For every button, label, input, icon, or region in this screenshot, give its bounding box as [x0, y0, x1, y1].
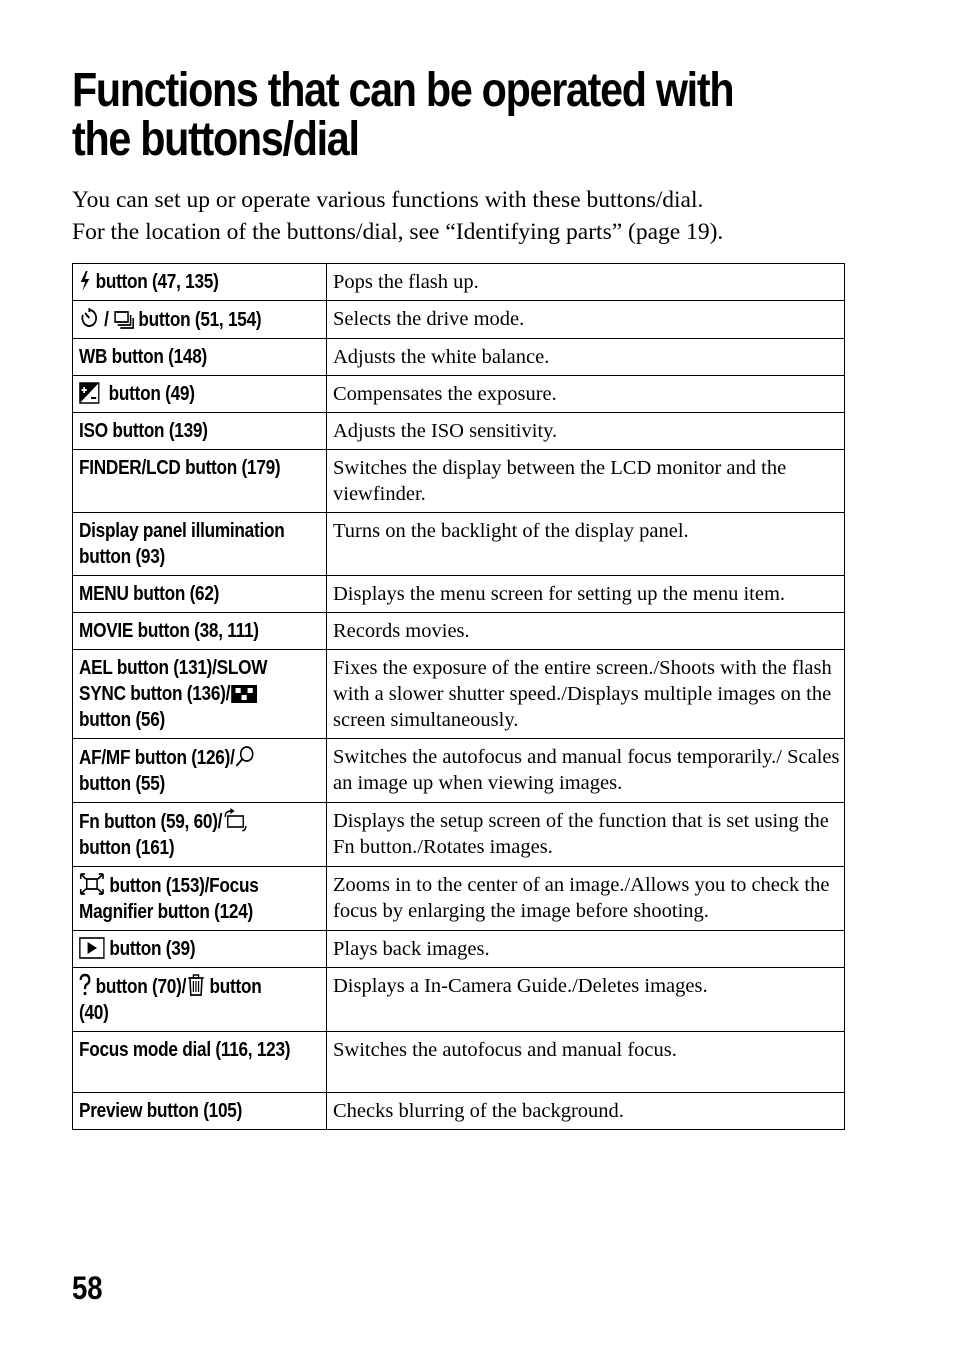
- function-description: Plays back images.: [327, 931, 845, 968]
- table-row: [73, 650, 845, 739]
- page-title-line-2: the buttons/dial: [72, 113, 359, 166]
- function-label: button (153)/Focus: [109, 875, 259, 897]
- function-description: Pops the flash up.: [327, 264, 845, 301]
- page-title-line-1: Functions that can be operated with: [72, 64, 734, 117]
- function-label-cell: [73, 867, 327, 931]
- function-label-cell: [73, 931, 327, 968]
- function-label: AF/MF button (126)/: [79, 747, 235, 769]
- function-label: Fn button (59, 60)/: [79, 811, 223, 833]
- table-row: [73, 1032, 845, 1093]
- function-label-cell: [73, 803, 327, 867]
- label-separator: /: [104, 309, 109, 331]
- intro-text: [72, 184, 872, 248]
- table-row: [73, 339, 845, 376]
- function-description: Adjusts the ISO sensitivity.: [327, 413, 845, 450]
- intro-line-1: You can set up or operate various functions with these buttons/dial.: [72, 187, 704, 213]
- help-icon: [79, 973, 91, 997]
- focus-magnifier-icon: [79, 872, 105, 896]
- playback-icon: [79, 937, 105, 959]
- function-label-cell: [73, 1093, 327, 1130]
- function-label-cell: [73, 413, 327, 450]
- function-label: button (49): [108, 383, 195, 405]
- function-label: WB button (148): [79, 346, 207, 368]
- function-label: MENU button (62): [79, 583, 220, 605]
- page-number: 58: [72, 1270, 103, 1306]
- function-description: Switches the display between the LCD monitor and the viewfinder.: [327, 450, 845, 513]
- table-row: [73, 739, 845, 803]
- function-label-cell: [73, 613, 327, 650]
- function-description: Zooms in to the center of an image./Allows you to check the focus by enlarging the image before shooting.: [327, 867, 845, 931]
- function-label-cell: [73, 376, 327, 413]
- function-label: ISO button (139): [79, 420, 208, 442]
- function-label: button (70)/: [95, 976, 187, 998]
- table-row: [73, 301, 845, 339]
- function-label-cell: [73, 339, 327, 376]
- function-description: Switches the autofocus and manual focus.: [327, 1032, 845, 1093]
- function-label: button (39): [109, 938, 196, 960]
- function-description: Selects the drive mode.: [327, 301, 845, 339]
- function-label-cell: [73, 968, 327, 1032]
- function-description: Checks blurring of the background.: [327, 1093, 845, 1130]
- function-label: button (51, 154): [138, 309, 262, 331]
- function-label: Display panel illumination button (93): [79, 520, 285, 568]
- function-label: FINDER/LCD button (179): [79, 457, 281, 479]
- function-description: Displays a In-Camera Guide./Deletes images.: [327, 968, 845, 1032]
- table-row: [73, 613, 845, 650]
- continuous-drive-icon: [113, 308, 134, 330]
- function-label-cell: [73, 450, 327, 513]
- function-label-continued: button (161): [79, 837, 175, 859]
- function-label-page: (40): [79, 1002, 109, 1024]
- function-label: MOVIE button (38, 111): [79, 620, 259, 642]
- function-label-continued: button: [209, 976, 262, 998]
- table-row: [73, 576, 845, 613]
- function-label-continued: Magnifier button (124): [79, 901, 253, 923]
- function-description: Adjusts the white balance.: [327, 339, 845, 376]
- table-row: [73, 1093, 845, 1130]
- intro-line-2: For the location of the buttons/dial, see “Identifying parts” (page 19).: [72, 219, 724, 245]
- table-row: [73, 376, 845, 413]
- function-description: Fixes the exposure of the entire screen./Shoots with the flash with a slower shutter speed./Displays multiple images on the screen simultaneously.: [327, 650, 845, 739]
- table-row: [73, 968, 845, 1032]
- trash-icon: [186, 973, 205, 997]
- function-label: Preview button (105): [79, 1100, 243, 1122]
- table-row: [73, 413, 845, 450]
- flash-icon: [79, 270, 91, 292]
- function-label-cell: [73, 301, 327, 339]
- function-label: AEL button (131)/SLOW SYNC button (136)/: [79, 657, 268, 705]
- index-view-icon: [230, 684, 258, 704]
- table-row: [73, 867, 845, 931]
- page-title: [72, 66, 777, 164]
- function-label-cell: [73, 576, 327, 613]
- function-label-cell: [73, 513, 327, 576]
- rotate-icon: [222, 808, 248, 832]
- function-label: Focus mode dial (116, 123): [79, 1039, 291, 1061]
- exposure-compensation-icon: [79, 382, 100, 404]
- table-row: [73, 513, 845, 576]
- table-row: [73, 264, 845, 301]
- function-label: button (47, 135): [95, 271, 219, 293]
- function-description: Turns on the backlight of the display panel.: [327, 513, 845, 576]
- function-description: Switches the autofocus and manual focus temporarily./ Scales an image up when viewing images.: [327, 739, 845, 803]
- self-timer-icon: [79, 306, 100, 330]
- function-label-cell: [73, 650, 327, 739]
- zoom-icon: [235, 744, 256, 768]
- function-label-continued: button (56): [79, 709, 166, 731]
- function-label-cell: [73, 264, 327, 301]
- function-description: Displays the menu screen for setting up the menu item.: [327, 576, 845, 613]
- table-row: [73, 803, 845, 867]
- function-label-cell: [73, 739, 327, 803]
- function-description: Records movies.: [327, 613, 845, 650]
- function-label-cell: [73, 1032, 327, 1093]
- table-row: [73, 450, 845, 513]
- function-label-continued: button (55): [79, 773, 166, 795]
- table-row: [73, 931, 845, 968]
- functions-table: [72, 263, 845, 1130]
- function-description: Compensates the exposure.: [327, 376, 845, 413]
- function-description: Displays the setup screen of the function that is set using the Fn button./Rotates images.: [327, 803, 845, 867]
